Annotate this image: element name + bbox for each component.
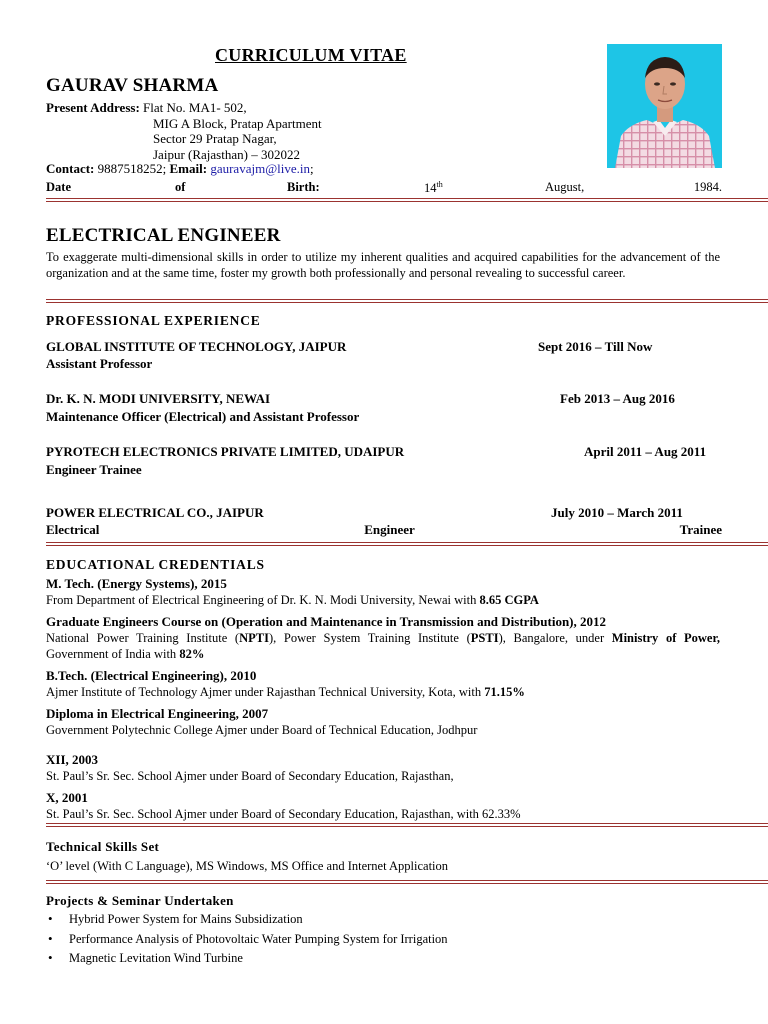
objective-heading: ELECTRICAL ENGINEER [46,225,281,246]
experience-org: Dr. K. N. MODI UNIVERSITY, NEWAI [46,391,271,406]
projects-heading: Projects & Seminar Undertaken [46,893,234,908]
email-link[interactable]: gauravajm@live.in [210,161,311,176]
education-detail: St. Paul’s Sr. Sec. School Ajmer under Board of Secondary Education, Rajasthan, [46,769,454,783]
divider-line [46,826,768,827]
role-word: Engineer [364,522,415,537]
experience-role: Engineer Trainee [46,462,142,477]
edu-abbr: PSTI [470,631,499,645]
role-word: Electrical [46,522,100,537]
email-suffix: ; [310,161,314,176]
experience-org: POWER ELECTRICAL CO., JAIPUR [46,505,264,520]
dob-month: August, [545,180,585,194]
education-detail: Government Polytechnic College Ajmer under Board of Technical Education, Jodhpur [46,723,478,737]
dob-year: 1984. [693,180,722,194]
experience-dates: Sept 2016 – Till Now [538,339,653,354]
skills-heading: Technical Skills Set [46,839,160,854]
edu-text: Government of India with [46,647,180,661]
education-score: 82% [179,647,205,661]
divider-line [46,198,768,199]
divider-line [46,542,768,543]
address-label: Present Address: [46,100,140,115]
projects-list [46,911,448,970]
divider-line [46,880,768,881]
address-line-1: Flat No. MA1- 502, [143,100,247,115]
experience-heading: PROFESSIONAL EXPERIENCE [46,313,261,328]
education-title: Diploma in Electrical Engineering, 2007 [46,706,269,721]
experience-role: Assistant Professor [46,356,153,371]
education-heading: EDUCATIONAL CREDENTIALS [46,557,265,572]
experience-dates: July 2010 – March 2011 [551,505,683,520]
edu-abbr: NPTI [239,631,269,645]
address-line-3: Sector 29 Pratap Nagar, [153,131,277,146]
education-title: B.Tech. (Electrical Engineering), 2010 [46,668,257,683]
project-item: • Performance Analysis of Photovoltaic Water Pumping System for Irrigation [46,931,448,951]
education-detail: St. Paul’s Sr. Sec. School Ajmer under Board of Secondary Education, Rajasthan, with 62.33% [46,807,521,821]
edu-ministry: Ministry of Power, [611,631,721,645]
experience-dates: April 2011 – Aug 2011 [584,444,707,459]
experience-dates: Feb 2013 – Aug 2016 [560,391,675,406]
education-detail [46,592,539,608]
experience-role: Maintenance Officer (Electrical) and Assistant Professor [46,409,360,424]
divider-line [46,545,768,546]
dob-day-suffix: th [436,180,443,189]
project-item: • Magnetic Levitation Wind Turbine [46,950,448,970]
contact-phone: 9887518252; [97,161,167,176]
project-item: • Hybrid Power System for Mains Subsidization [46,911,448,931]
dob-word-of: of [175,180,186,194]
edu-text: ), Power System Training Institute ( [268,631,471,645]
education-title: Graduate Engineers Course on (Operation and Maintenance in Transmission and Distribution), 2012 [46,614,607,629]
education-score: 71.15% [484,685,525,699]
divider-line [46,302,768,303]
education-detail-text: Ajmer Institute of Technology Ajmer under Rajasthan Technical University, Kota, with [46,685,485,699]
edu-text: National Power Training Institute ( [46,631,240,645]
divider-line [46,883,768,884]
divider-line [46,823,768,824]
candidate-name: GAURAV SHARMA [46,75,219,96]
education-detail [46,630,720,662]
objective-text: To exaggerate multi-dimensional skills in order to utilize my inherent qualities and acquired capabilities for the advancement of the organization and at the same time, foster my growth both professionally and personal revealing to successful career. [46,250,720,280]
dob-day-number: 14 [424,181,437,196]
education-detail-text: From Department of Electrical Engineering of Dr. K. N. Modi University, Newai with [46,593,480,607]
profile-photo [607,44,722,168]
dob-word-birth: Birth: [287,180,320,194]
divider-line [46,201,768,202]
experience-org: PYROTECH ELECTRONICS PRIVATE LIMITED, UDAIPUR [46,444,405,459]
contact-label: Contact: [46,161,95,176]
dob-word-date: Date [46,180,71,194]
address-line-4: Jaipur (Rajasthan) – 302022 [153,147,300,162]
education-score: 8.65 CGPA [479,593,539,607]
experience-org: GLOBAL INSTITUTE OF TECHNOLOGY, JAIPUR [46,339,347,354]
present-address-label [46,100,247,116]
education-title: XII, 2003 [46,752,99,767]
document-title: CURRICULUM VITAE [215,45,407,65]
education-title: X, 2001 [46,790,88,805]
skills-text: ‘O’ level (With C Language), MS Windows, MS Office and Internet Application [46,859,449,873]
address-line-2: MIG A Block, Pratap Apartment [153,116,322,131]
edu-text: ), Bangalore, under [498,631,612,645]
contact-line [46,161,314,177]
dob-day [424,180,443,196]
divider-line [46,299,768,300]
education-detail [46,684,525,700]
education-title: M. Tech. (Energy Systems), 2015 [46,576,227,591]
email-label: Email: [169,161,208,176]
experience-role [46,522,722,538]
role-word: Trainee [679,522,722,537]
